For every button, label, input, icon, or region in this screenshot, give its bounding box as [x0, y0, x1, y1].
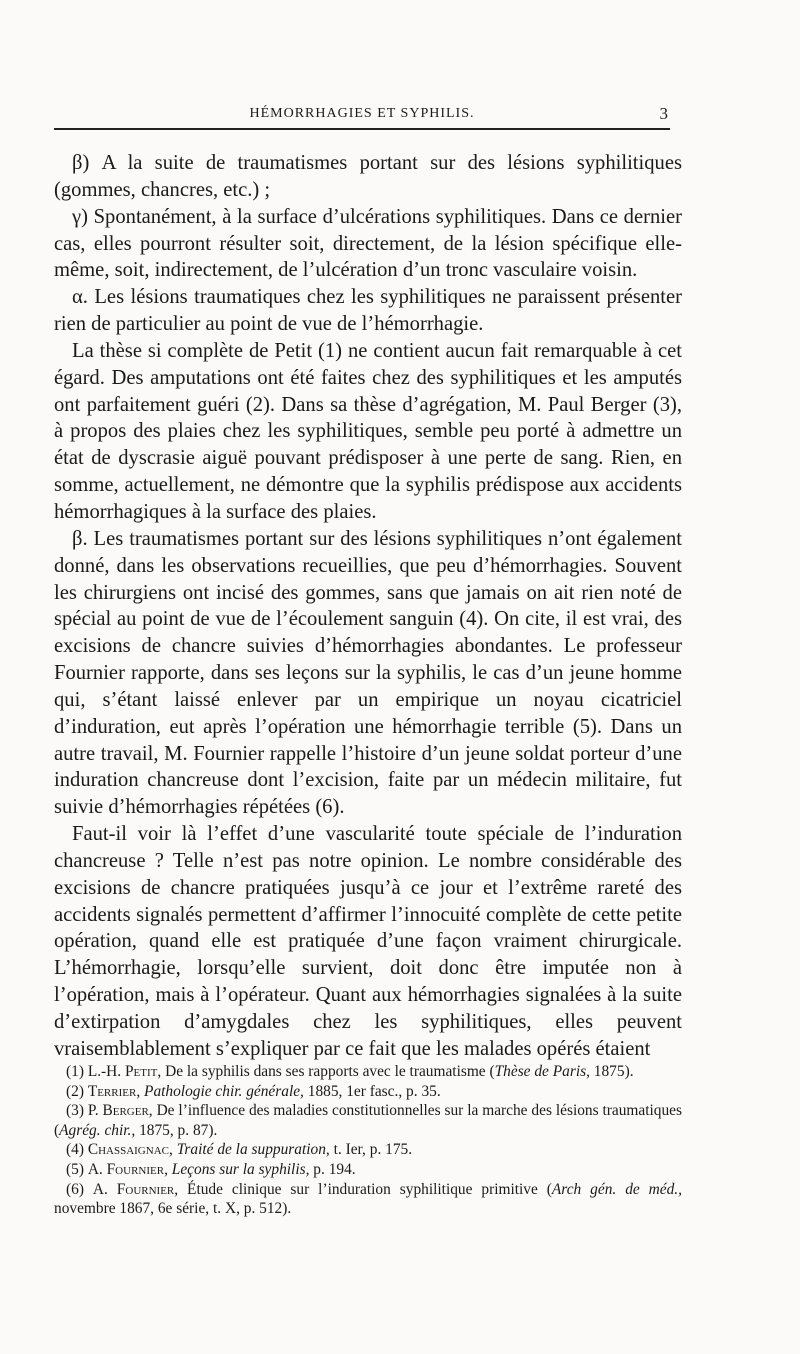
footnote-author: P. Berger, [87, 1102, 153, 1120]
footnote-text: De l’influence des maladies constitutionnelles sur la marche des lésions traumatiques ( [54, 1102, 683, 1139]
header-rule [54, 128, 670, 130]
footnote-4 [54, 1140, 682, 1160]
paragraph-petit-thesis: La thèse si complète de Petit (1) ne contient aucun fait remarquable à cet égard. Des amputations ont été faites chez des syphilitiques et les amputés ont parfaitement guéri (2). Dans sa thèse d’agrégation, M. Paul Berger (3), à propos des plaies chez les syphilitiques, semble peu porté à admettre un état de dyscrasie aiguë pouvant prédisposer à une perte de sang. Rien, en somme, actuellement, ne démontre que la syphilis prédispose aux accidents hémorrhagiques à la surface des plaies. [54, 339, 682, 523]
footnotes [54, 1062, 682, 1219]
page-number: 3 [659, 104, 668, 123]
footnote-author: L.-H. Petit, [87, 1063, 162, 1080]
footnote-text: p. 194. [309, 1160, 356, 1178]
running-head [54, 104, 670, 126]
paragraph-gamma-intro: γ) Spontanément, à la surface d’ulcérations syphilitiques. Dans ce dernier cas, elles pourront résulter soit, directement, de la lésion spécifique elle-même, soit, indirectement, de l’ulcération d’un tronc vasculaire voisin. [54, 205, 682, 282]
footnote-text: novembre 1867, 6e série, t. X, p. 512). [54, 1200, 292, 1218]
footnote-text: 1875, p. 87). [135, 1121, 218, 1139]
footnote-marker: (5) [66, 1160, 84, 1178]
footnote-italic: Pathologie chir. générale, [144, 1082, 304, 1100]
footnote-author: A. Fournier, [87, 1160, 168, 1178]
footnote-text: 1885, 1er fasc., p. 35. [303, 1082, 441, 1100]
footnote-italic: Leçons sur la syphilis, [171, 1160, 310, 1178]
footnote-5 [54, 1160, 682, 1180]
footnote-marker: (3) [66, 1102, 84, 1120]
footnote-text: 1875). [589, 1063, 634, 1080]
footnote-text: t. Ier, p. 175. [329, 1141, 413, 1159]
footnote-marker: (1) [66, 1063, 84, 1080]
footnote-2 [54, 1082, 682, 1102]
paragraph-beta-intro: β) A la suite de traumatismes portant sur des lésions syphilitiques (gommes, chancres, etc.) ; [54, 152, 682, 201]
footnote-italic: Thèse de Paris, [494, 1063, 590, 1080]
footnote-text: De la syphilis dans ses rapports avec le traumatisme ( [161, 1063, 495, 1080]
body-text [54, 150, 682, 1063]
paragraph-alpha: α. Les lésions traumatiques chez les syphilitiques ne paraissent présenter rien de particulier au point de vue de l’hémorrhagie. [54, 286, 682, 336]
paragraph-vascularity: Faut-il voir là l’effet d’une vascularité toute spéciale de l’induration chancreuse ? Telle n’est pas notre opinion. Le nombre considérable des excisions de chancre pratiquées jusqu’à ce jour et l’extrême rareté des accidents signalés permettent d’affirmer l’innocuité complète de cette petite opération, quand elle est pratiquée d’une façon vraiment chirurgicale. L’hémorrhagie, lorsqu’elle survient, doit donc être imputée non à l’opération, mais à l’opérateur. Quant aux hémorrhagies signalées à la suite d’extirpation d’amygdales chez les syphilitiques, elles peuvent vraisemblablement s’expliquer par ce fait que les malades opérés étaient [54, 823, 682, 1060]
footnote-italic: Traité de la suppuration, [176, 1141, 330, 1159]
footnote-author: Chassaignac, [87, 1141, 173, 1159]
footnote-1 [54, 1062, 682, 1082]
footnote-6 [54, 1180, 682, 1219]
footnote-marker: (2) [66, 1082, 84, 1100]
footnote-italic: Arch gén. de méd., [551, 1180, 682, 1198]
running-title: HÉMORRHAGIES ET SYPHILIS. [249, 106, 475, 121]
footnote-3 [54, 1101, 682, 1140]
footnote-italic: Agrég. chir., [59, 1121, 136, 1139]
footnote-text: Étude clinique sur l’induration syphilitique primitive ( [178, 1180, 552, 1198]
footnote-author: Terrier, [87, 1082, 141, 1100]
footnote-marker: (6) [66, 1180, 84, 1198]
footnote-marker: (4) [66, 1141, 84, 1159]
footnote-author: A. Fournier, [92, 1180, 179, 1198]
paragraph-beta: β. Les traumatismes portant sur des lésions syphilitiques n’ont également donné, dans les observations recueillies, que peu d’hémorrhagies. Souvent les chirurgiens ont incisé des gommes, sans que jamais on ait rien noté de spécial au point de vue de l’écoulement sanguin (4). On cite, il est vrai, des excisions de chancre suivies d’hémorrhagies abondantes. Le professeur Fournier rapporte, dans ses leçons sur la syphilis, le cas d’un jeune homme qui, s’étant laissé enlever par un empirique un noyau cicatriciel d’induration, eut après l’opération une hémorrhagie terrible (5). Dans un autre travail, M. Fournier rappelle l’histoire d’un jeune soldat porteur d’une induration chancreuse dont l’excision, faite par un médecin militaire, fut suivie d’hémorrhagies répétées (6). [54, 527, 682, 819]
